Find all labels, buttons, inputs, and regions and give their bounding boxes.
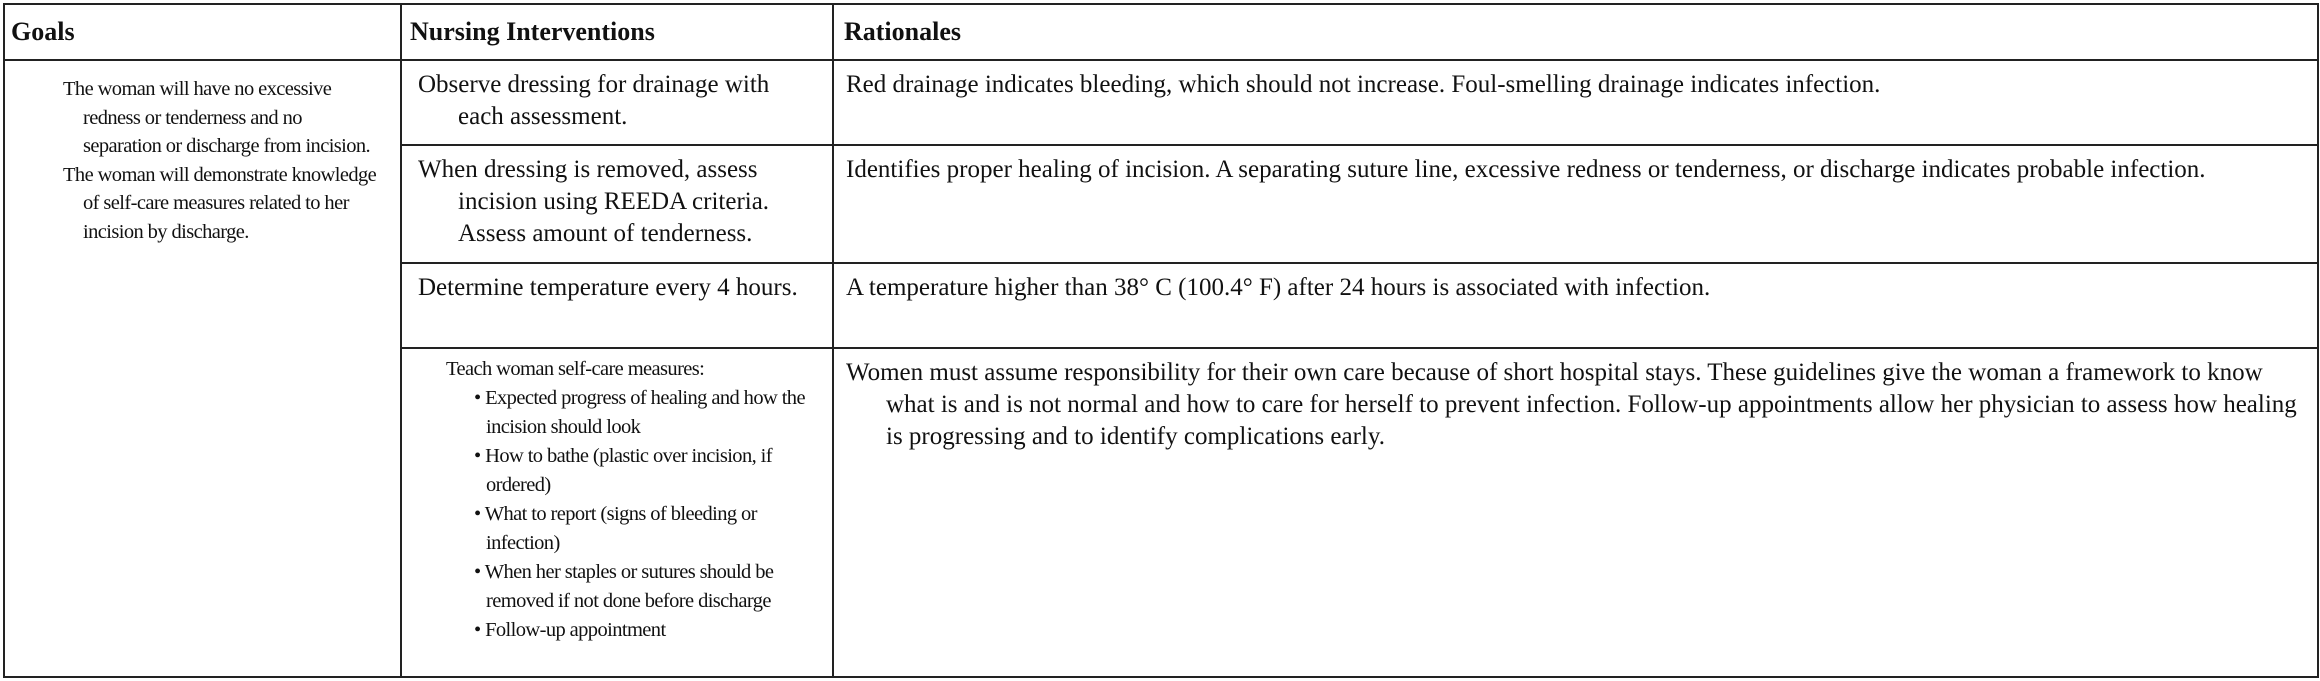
rationale-text: Identifies proper healing of incision. A separating suture line, excessive redness or tenderness, or discharge indicates probable infection. bbox=[846, 156, 2206, 183]
goal-item: The woman will have no excessive redness or tenderness and no separation or discharge from incision. bbox=[63, 78, 371, 157]
intervention-cell bbox=[401, 348, 833, 677]
list-item: • Expected progress of healing and how the incision should look bbox=[466, 384, 832, 442]
goal-item: The woman will demonstrate knowledge of self-care measures related to her incision by discharge. bbox=[63, 163, 377, 243]
care-plan-table bbox=[3, 3, 2319, 678]
teach-intro: Teach woman self-care measures: bbox=[446, 358, 705, 380]
rationale-cell bbox=[833, 145, 2318, 263]
intervention-text: Observe dressing for drainage with each assessment. bbox=[418, 71, 770, 130]
intervention-text: Determine temperature every 4 hours. bbox=[418, 274, 798, 301]
intervention-cell bbox=[401, 145, 833, 263]
rationale-cell bbox=[833, 348, 2318, 677]
intervention-cell bbox=[401, 263, 833, 348]
rationale-cell bbox=[833, 263, 2318, 348]
header-row bbox=[4, 4, 2318, 60]
teach-block bbox=[402, 349, 832, 645]
list-item: • Follow-up appointment bbox=[466, 616, 832, 645]
rationale-text: A temperature higher than 38° C (100.4° F) after 24 hours is associated with infection. bbox=[846, 274, 1711, 301]
interventions-header: Nursing Interventions bbox=[401, 4, 833, 60]
list-item: • What to report (signs of bleeding or infection) bbox=[466, 500, 832, 558]
rationale-text: Red drainage indicates bleeding, which should not increase. Foul-smelling drainage indicates infection. bbox=[846, 71, 1881, 98]
rationale-cell bbox=[833, 60, 2318, 145]
teach-list bbox=[446, 384, 832, 645]
goals-cell bbox=[4, 60, 401, 677]
rationales-header: Rationales bbox=[833, 4, 2318, 60]
list-item: • When her staples or sutures should be removed if not done before discharge bbox=[466, 558, 832, 616]
rationale-text: Women must assume responsibility for their own care because of short hospital stays. These guidelines give the woman a framework to know what is and is not normal and how to care for herself to prevent infection. Follow-up appointments allow her physician to assess how healing is progressing and to identify complications early. bbox=[846, 359, 2297, 450]
intervention-cell bbox=[401, 60, 833, 145]
table-row bbox=[4, 60, 2318, 145]
intervention-text: When dressing is removed, assess incision using REEDA criteria. Assess amount of tenderness. bbox=[418, 156, 770, 247]
goals-header: Goals bbox=[4, 4, 401, 60]
list-item: • How to bathe (plastic over incision, if ordered) bbox=[466, 442, 832, 500]
